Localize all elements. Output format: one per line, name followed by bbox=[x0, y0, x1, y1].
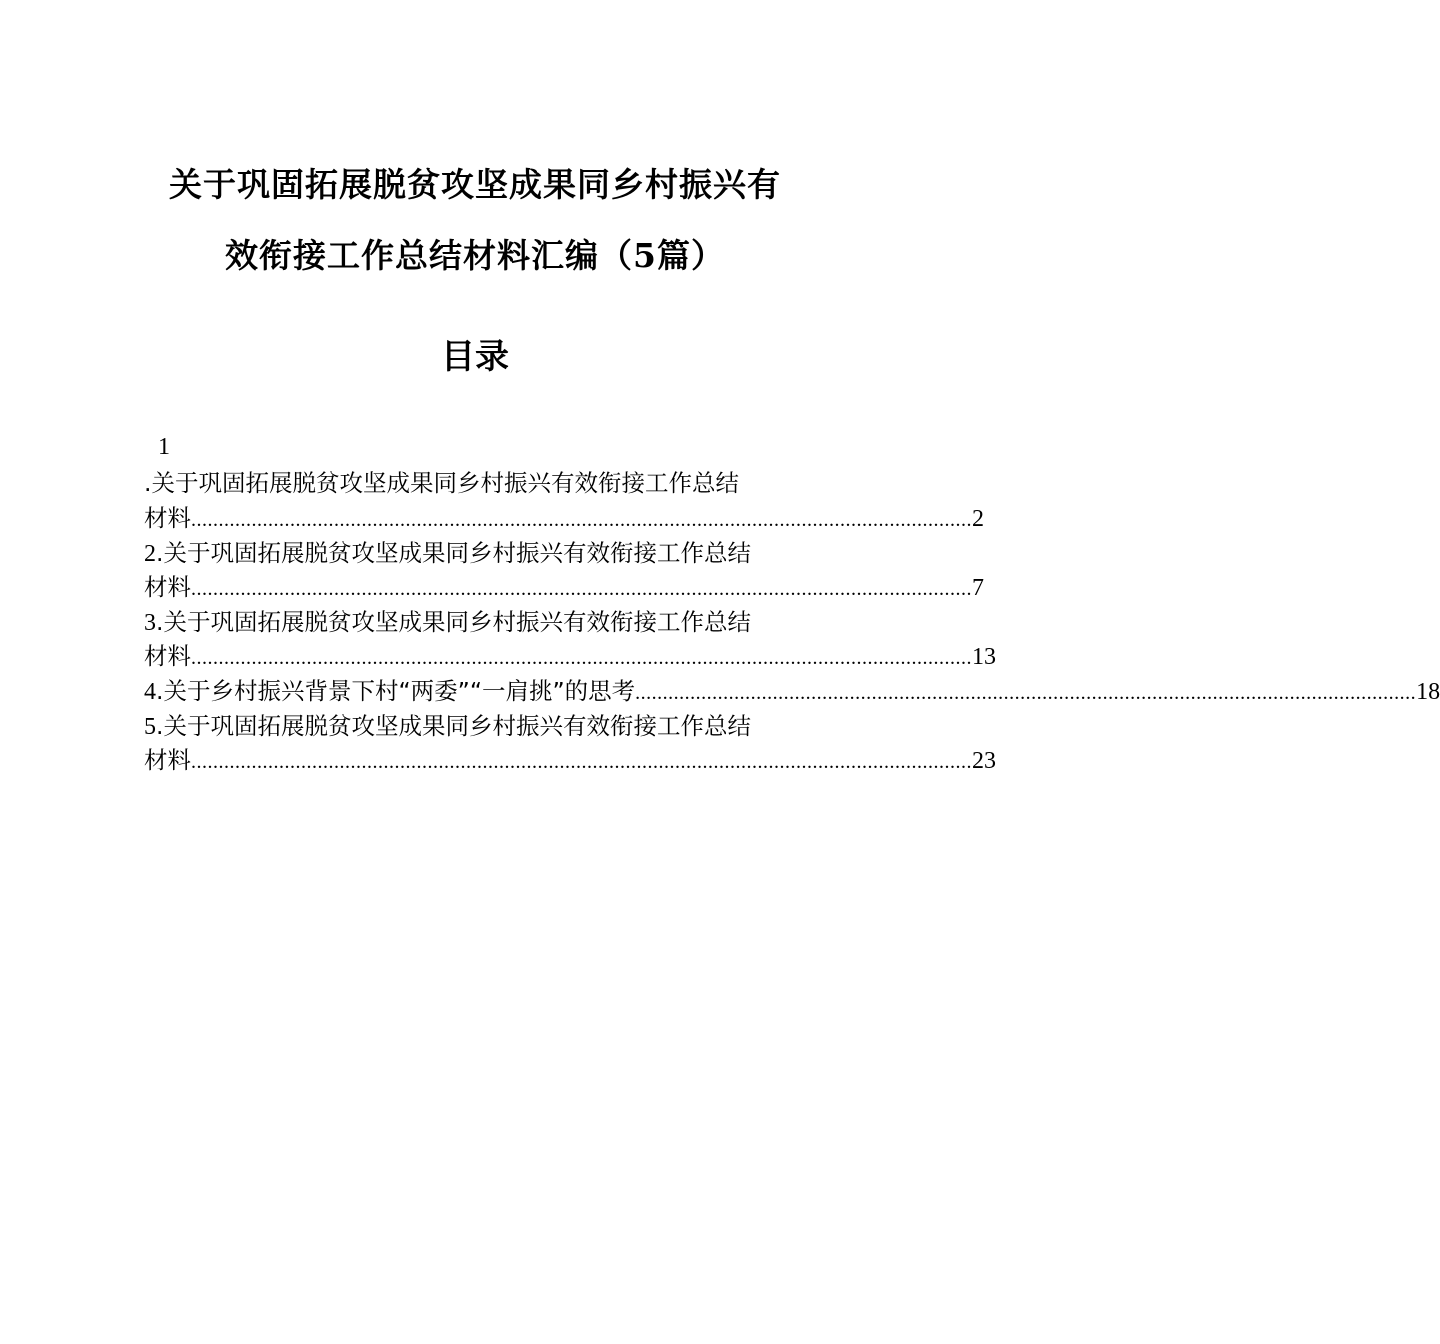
toc-item-5-page: 23 bbox=[972, 748, 996, 774]
document-title-line-2: 效衔接工作总结材料汇编（5篇） bbox=[225, 236, 725, 275]
toc-item-1-title: .关于巩固拓展脱贫攻坚成果同乡村振兴有效衔接工作总结 bbox=[144, 469, 739, 497]
toc-item-3-title-cont: 材料 bbox=[144, 642, 191, 670]
toc-item-4-number: 4 bbox=[144, 679, 156, 705]
toc-item-2-page: 7 bbox=[972, 575, 984, 601]
toc-item-4-line-1[interactable] bbox=[144, 674, 1440, 708]
toc-item-2-line-2[interactable] bbox=[144, 570, 984, 604]
dot-leader: .............................................................................................................................................. bbox=[191, 509, 972, 531]
toc-item-3-line-2[interactable] bbox=[144, 639, 996, 673]
dot-leader: .............................................................................................................................................. bbox=[635, 682, 1417, 704]
toc-item-5-title-cont: 材料 bbox=[144, 746, 191, 774]
toc-item-3-number: 3 bbox=[144, 610, 156, 636]
toc-item-4-page: 18 bbox=[1416, 679, 1440, 705]
toc-item-2-number: 2 bbox=[144, 541, 156, 567]
toc-item-2-title-cont: 材料 bbox=[144, 573, 191, 601]
toc-heading: 目录 bbox=[441, 337, 509, 377]
toc-item-5-title: .关于巩固拓展脱贫攻坚成果同乡村振兴有效衔接工作总结 bbox=[156, 712, 751, 740]
toc-item-1-line-2[interactable] bbox=[144, 501, 984, 535]
toc-item-5-line-2[interactable] bbox=[144, 743, 996, 777]
toc-item-2-line-1[interactable] bbox=[144, 536, 806, 570]
toc-item-4-title: .关于乡村振兴背景下村“两委”“一肩挑”的思考 bbox=[156, 677, 636, 705]
dot-leader: .............................................................................................................................................. bbox=[191, 647, 972, 669]
toc-item-1-number: 1 bbox=[158, 434, 170, 460]
toc-item-5-line-1[interactable] bbox=[144, 709, 806, 743]
toc-item-3-title: .关于巩固拓展脱贫攻坚成果同乡村振兴有效衔接工作总结 bbox=[156, 608, 751, 636]
toc-item-1-page: 2 bbox=[972, 506, 984, 532]
document-title-line-1: 关于巩固拓展脱贫攻坚成果同乡村振兴有 bbox=[169, 165, 781, 204]
toc-item-5-number: 5 bbox=[144, 714, 156, 740]
dot-leader: .............................................................................................................................................. bbox=[191, 751, 972, 773]
dot-leader: .............................................................................................................................................. bbox=[191, 578, 972, 600]
toc-item-1-line-1[interactable] bbox=[144, 466, 806, 500]
toc-item-3-page: 13 bbox=[972, 644, 996, 670]
toc-item-1-title-cont: 材料 bbox=[144, 504, 191, 532]
toc-item-2-title: .关于巩固拓展脱贫攻坚成果同乡村振兴有效衔接工作总结 bbox=[156, 539, 751, 567]
toc-item-3-line-1[interactable] bbox=[144, 605, 806, 639]
